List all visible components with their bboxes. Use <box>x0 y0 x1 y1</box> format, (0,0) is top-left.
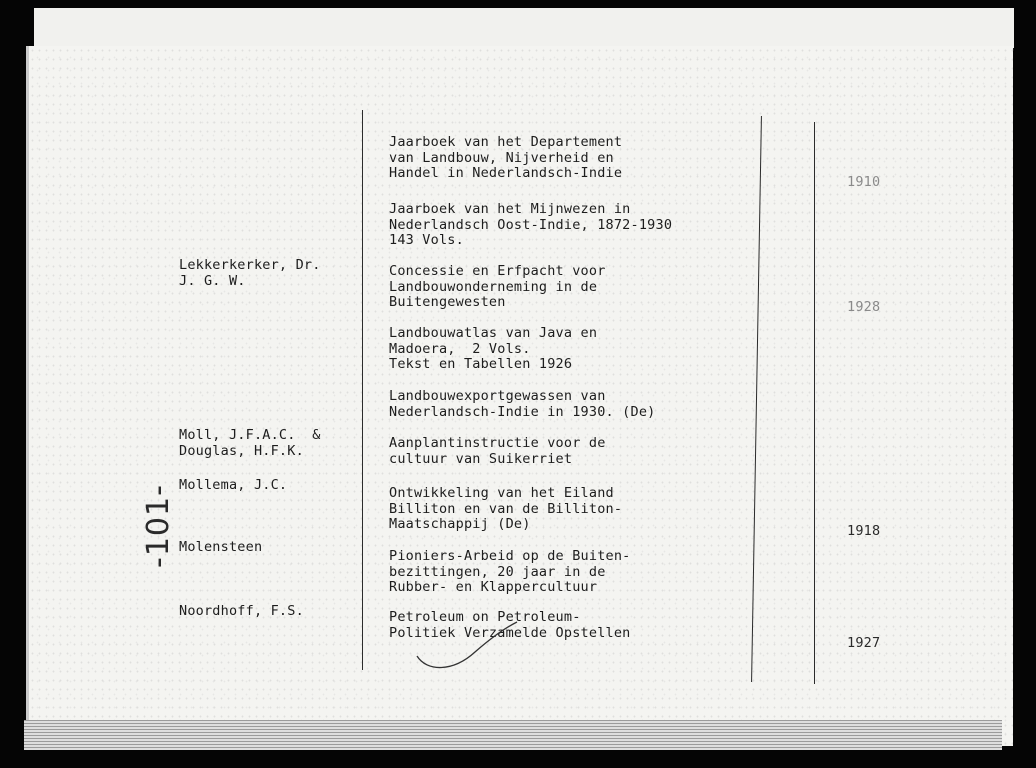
entry-title: Landbouwexportgewassen van Nederlandsch-Indie in 1930. (De) <box>389 388 656 420</box>
entry-title: Landbouwatlas van Java en Madoera, 2 Vols. Tekst en Tabellen 1926 <box>389 325 598 372</box>
entry-author: Molensteen <box>179 539 263 555</box>
entry-title: Aanplantinstructie voor de cultuur van Suikerriet <box>389 435 606 467</box>
entry-author: Moll, J.F.A.C. & Douglas, H.F.K. <box>179 427 321 459</box>
column-rule-mid <box>751 116 762 682</box>
entry-author: Lekkerkerker, Dr. J. G. W. <box>179 257 321 289</box>
entry-author: Noordhoff, F.S. <box>179 603 304 619</box>
entry-title: Jaarboek van het Mijnwezen in Nederlandsch Oost-Indie, 1872-1930 143 Vols. <box>389 201 673 248</box>
margin-page-number: -101- <box>141 484 176 568</box>
entry-year: 1918 <box>847 523 881 539</box>
film-bottom-edge <box>24 720 1002 750</box>
entry-year: 1928 <box>847 299 881 315</box>
entry-year: 1927 <box>847 635 881 651</box>
entry-title: Concessie en Erfpacht voor Landbouwonderneming in de Buitengewesten <box>389 263 606 310</box>
entry-author: Mollema, J.C. <box>179 477 288 493</box>
pencil-check-mark <box>413 618 523 674</box>
film-top-strip <box>34 8 1014 51</box>
entry-title: Jaarboek van het Departement van Landbouw, Nijverheid en Handel in Nederlandsch-Indie <box>389 134 623 181</box>
entry-title: Pioniers-Arbeid op de Buiten- bezittingen, 20 jaar in de Rubber- en Klappercultuur <box>389 548 631 595</box>
column-rule-left <box>362 110 363 670</box>
entry-title: Ontwikkeling van het Eiland Billiton en van de Billiton- Maatschappij (De) <box>389 485 623 532</box>
entry-year: 1910 <box>847 174 881 190</box>
entry-title: Petroleum on Petroleum- Politiek Verzamelde Opstellen <box>389 609 631 641</box>
column-rule-right <box>814 122 815 684</box>
catalog-card <box>26 46 1013 746</box>
